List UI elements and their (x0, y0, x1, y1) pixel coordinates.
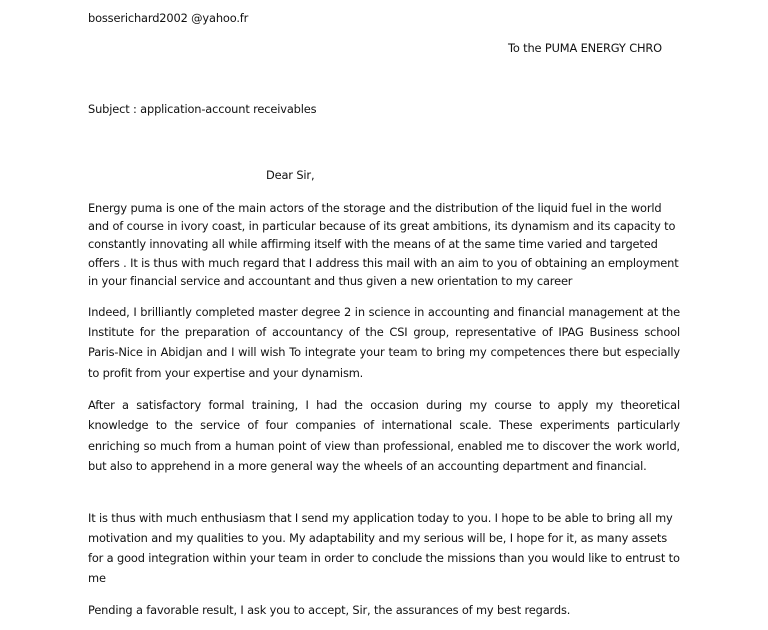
subject-line: Subject : application-account receivables (88, 102, 317, 116)
paragraph-experience: After a satisfactory formal training, I had the occasion during my course to apply my theoretical knowledge to the service of four companies of international scale. These experiments particularly enriching so much from a human point of view than professional, enabled me to discover the work world, but also to apprehend in a more general way the wheels of an accounting department and financial. (88, 398, 680, 474)
paragraph-closing: Pending a favorable result, I ask you to accept, Sir, the assurances of my best regards. (88, 603, 571, 617)
salutation: Dear Sir, (266, 168, 315, 182)
sender-email: bosserichard2002 @yahoo.fr (88, 11, 249, 25)
recipient-line: To the PUMA ENERGY CHRO (508, 41, 662, 55)
paragraph-education: Indeed, I brilliantly completed master degree 2 in science in accounting and financial management at the Institute for the preparation of accountancy of the CSI group, representative of IPAG Business school Paris-Nice in Abidjan and I will wish To integrate your team to bring my competences there but especially to profit from your expertise and your dynamism. (88, 305, 680, 380)
paragraph-intro: Energy puma is one of the main actors of the storage and the distribution of the liquid fuel in the world and of course in ivory coast, in particular because of its great ambitions, its dynamism and its capacity to constantly innovating all while affirming itself with the means of at the same time varied and targeted offers . It is thus with much regard that I address this mail with an aim to you of obtaining an employment in your financial service and accountant and thus given a new orientation to my career (88, 201, 679, 288)
paragraph-motivation: It is thus with much enthusiasm that I send my application today to you. I hope to be able to bring all my motivation and my qualities to you. My adaptability and my serious will be, I hope for it, as many assets for a good integration within your team in order to conclude the missions than you would like to entrust to me (88, 511, 680, 586)
